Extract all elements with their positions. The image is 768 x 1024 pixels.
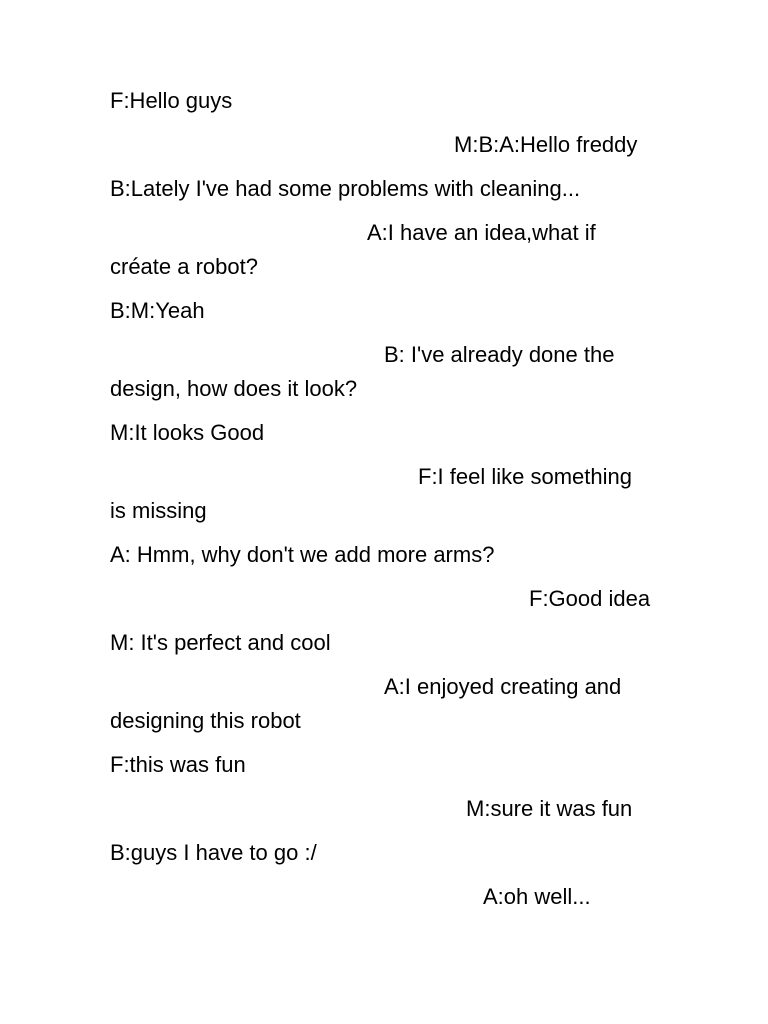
dialogue-line: B: I've already done the xyxy=(384,342,615,367)
dialogue-line: créate a robot? xyxy=(110,254,258,279)
dialogue-line: F:Good idea xyxy=(529,586,651,611)
dialogue-line: design, how does it look? xyxy=(110,376,358,401)
dialogue-line: M:sure it was fun xyxy=(466,796,633,821)
dialogue-line: is missing xyxy=(110,498,207,523)
dialogue-line: designing this robot xyxy=(110,708,301,733)
dialogue-line: F:I feel like something xyxy=(418,464,632,489)
dialogue-line: B:guys I have to go :/ xyxy=(110,840,317,865)
dialogue-line: F:this was fun xyxy=(110,752,246,777)
dialogue-line: A:I enjoyed creating and xyxy=(384,674,622,699)
dialogue-line: B:Lately I've had some problems with cleaning... xyxy=(110,176,581,201)
dialogue-line: A:oh well... xyxy=(483,884,591,909)
dialogue-line: B:M:Yeah xyxy=(110,298,205,323)
dialogue-line: M:B:A:Hello freddy xyxy=(454,132,638,157)
dialogue-line: A: Hmm, why don't we add more arms? xyxy=(110,542,495,567)
dialogue-line: M:It looks Good xyxy=(110,420,265,445)
dialogue-line: A:I have an idea,what if xyxy=(367,220,596,245)
dialogue-line: M: It's perfect and cool xyxy=(110,630,331,655)
dialogue-line: F:Hello guys xyxy=(110,88,233,113)
